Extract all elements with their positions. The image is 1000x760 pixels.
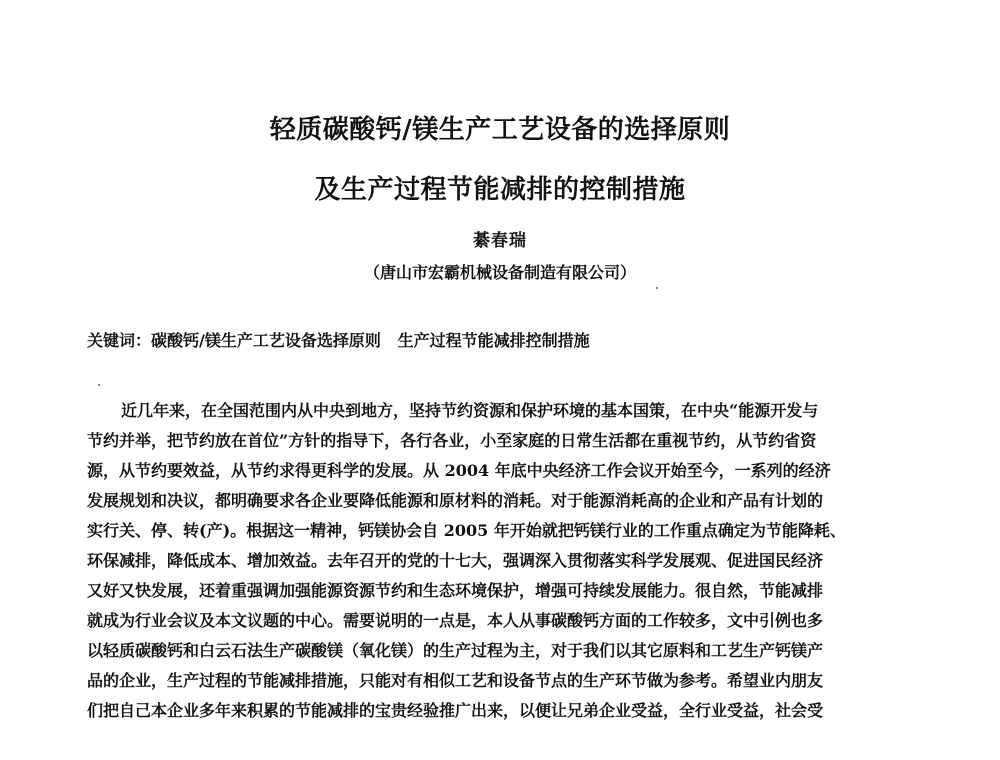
author-affiliation: （唐山市宏霸机械设备制造有限公司） (363, 263, 636, 282)
paper-title-line-1: 轻质碳酸钙/镁生产工艺设备的选择原则 (269, 115, 731, 145)
body-line: 实行关、停、转(产)。根据这一精神，钙镁协会自 2005 年开始就把钙镁行业的工作重点确定为节能降耗、 (87, 521, 846, 540)
body-line: 以轻质碳酸钙和白云石法生产碳酸镁（氧化镁）的生产过程为主，对于我们以其它原料和工艺生产钙镁产 (87, 641, 824, 660)
body-line: 就成为行业会议及本文议题的中心。需要说明的一点是，本人从事碳酸钙方面的工作较多，文中引例也多 (87, 611, 824, 630)
body-line: 节约并举，把节约放在首位”方针的指导下，各行各业，小至家庭的日常生活都在重视节约，从节约省资 (87, 431, 817, 450)
body-line: 品的企业，生产过程的节能减排措施，只能对有相似工艺和设备节点的生产环节做为参考。希望业内朋友 (87, 671, 824, 690)
keywords-label: 关键词： (87, 331, 152, 350)
body-line: 环保减排，降低成本、增加效益。去年召开的党的十七大，强调深入贯彻落实科学发展观、促进国民经济 (87, 551, 824, 570)
keywords (87, 328, 590, 351)
scan-speck (98, 384, 100, 386)
body-line: 源，从节约要效益，从节约求得更科学的发展。从 2004 年底中央经济工作会议开始至今，一系列的经济 (87, 461, 831, 480)
body-line: 们把自己本企业多年来积累的节能减排的宝贵经验推广出来，以便让兄弟企业受益，全行业受益，社会受 (87, 701, 824, 720)
body-line: 又好又快发展，还着重强调加强能源资源节约和生态环境保护，增强可持续发展能力。很自然，节能减排 (87, 581, 824, 600)
paper-title-line-2: 及生产过程节能减排的控制措施 (314, 175, 686, 205)
body-line: 近几年来，在全国范围内从中央到地方，坚持节约资源和保护环境的基本国策，在中央“能源开发与 (121, 401, 819, 420)
body-line: 发展规划和决议，都明确要求各企业要降低能源和原材料的消耗。对于能源消耗高的企业和产品有计划的 (87, 491, 824, 510)
keywords-text: 碳酸钙/镁生产工艺设备选择原则 生产过程节能减排控制措施 (151, 331, 590, 350)
body-paragraph (87, 396, 907, 726)
scan-speck (656, 287, 658, 289)
author-name: 綦春瑞 (473, 231, 527, 251)
